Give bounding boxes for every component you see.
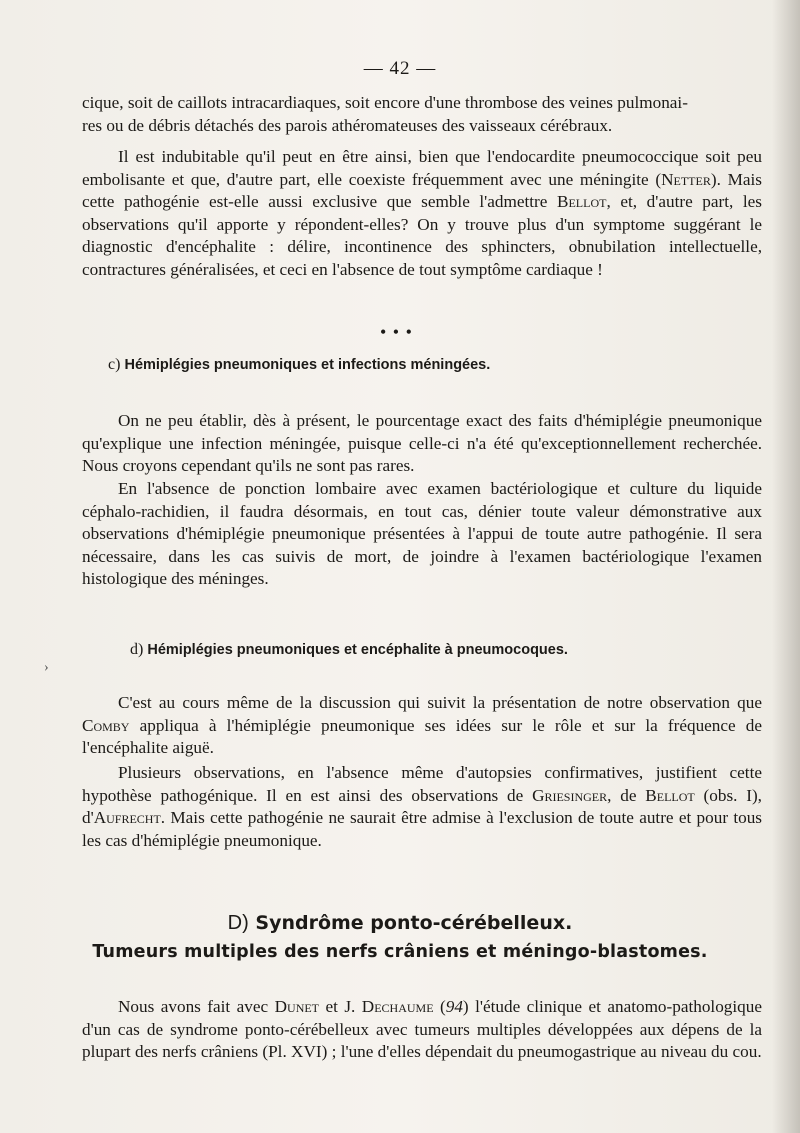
author-name: Bellot bbox=[645, 785, 695, 805]
text-line: cique, soit de caillots intracardiaques, soit encore d'une thrombose des veines pulmonai- bbox=[82, 93, 688, 112]
section-title: Hémiplégies pneumoniques et infections méningées. bbox=[124, 357, 491, 373]
text-run: ( bbox=[433, 997, 446, 1016]
paragraph-endocardite bbox=[82, 146, 762, 282]
author-name: Aufrecht bbox=[93, 808, 161, 828]
paragraph-comby bbox=[82, 692, 762, 760]
text-run: appliqua à l'hémiplégie pneumonique ses idées sur le rôle et sur la fréquence de l'encéphalite aiguë. bbox=[82, 715, 762, 758]
page-edge-shadow bbox=[772, 0, 800, 1133]
text-line: res ou de débris détachés des parois athéromateuses des vaisseaux cérébraux. bbox=[82, 115, 613, 135]
section-title: Hémiplégies pneumoniques et encéphalite à pneumocoques. bbox=[147, 642, 568, 658]
margin-mark: › bbox=[44, 660, 49, 675]
text-run: Plusieurs observations, en l'absence même d'autopsies confirmatives, justifient cette hypothèse pathogénique. Il en est ainsi des observations de bbox=[82, 763, 762, 805]
paragraph-continuation bbox=[82, 92, 762, 137]
text-run: ). Mais cette pathogénie est-elle aussi exclusive que semble l'admettre bbox=[82, 169, 762, 212]
section-title: Syndrôme ponto-cérébelleux. bbox=[255, 912, 573, 934]
text-run: , et, d'autre part, les observations qu'il apporte y répondent-elles? On y trouve plus d'un symptome suggérant le diagnostic d'encéphalite : délire, incontinence des sphincters, obnubilation intellectuelle, contractures généralisées, et ceci en l'absence de tout symptôme cardiaque ! bbox=[82, 192, 762, 279]
text-run: , de bbox=[607, 785, 646, 805]
author-name: Netter bbox=[661, 169, 711, 189]
paragraph-ponto-cerebelleux bbox=[82, 996, 762, 1064]
section-subtitle: Tumeurs multiples des nerfs crâniens et méningo-blastomes. bbox=[92, 942, 708, 962]
text-run: Nous avons fait avec bbox=[118, 997, 275, 1016]
section-separator: • • • bbox=[380, 322, 413, 342]
text-run: (obs. I), d' bbox=[82, 785, 762, 828]
page-number: — 42 — bbox=[363, 58, 437, 79]
text-run: . Mais cette pathogénie ne saurait être admise à l'exclusion de toute autre et pour tous les cas d'hémiplégie pneumonique. bbox=[82, 808, 762, 850]
author-name: Griesinger bbox=[532, 785, 608, 805]
section-letter: D) bbox=[227, 912, 249, 934]
text-run: et J. bbox=[319, 997, 362, 1016]
author-name: Bellot bbox=[557, 192, 607, 212]
section-heading-c bbox=[108, 356, 490, 374]
author-name: Comby bbox=[82, 715, 130, 735]
text-run: Il est indubitable qu'il peut en être ainsi, bien que l'endocardite pneumococcique soit peu embolisante et que, d'autre part, elle coexiste fréquemment avec une méningite ( bbox=[82, 147, 762, 189]
author-name: Dechaume bbox=[361, 997, 434, 1016]
author-name: Dunet bbox=[274, 997, 320, 1016]
section-letter: d) bbox=[130, 641, 144, 658]
paragraph-ponction: En l'absence de ponction lombaire avec examen bactériologique et culture du liquide céphalo-rachidien, il faudra désormais, en tout cas, dénier toute valeur démonstrative aux observations d'hémiplégie pneumonique présentées à l'appui de toute autre pathogénie. Il sera nécessaire, dans les cas suivis de mort, de joindre à l'examen bactériologique l'examen histologique des méninges. bbox=[82, 479, 762, 589]
section-heading-D bbox=[0, 912, 800, 935]
reference-number: 94 bbox=[445, 997, 463, 1016]
paragraph-pourcentage: On ne peu établir, dès à présent, le pourcentage exact des faits d'hémiplégie pneumonique qu'explique une infection méningée, puisque celle-ci n'a été qu'exceptionnellement recherchée. Nous croyons cependant qu'ils ne sont pas rares. bbox=[82, 411, 762, 476]
section-letter: c) bbox=[108, 356, 121, 373]
section-heading-d bbox=[130, 641, 568, 659]
text-run: ) l'étude clinique et anatomo-pathologique d'un cas de syndrome ponto-cérébelleux avec tumeurs multiples développées aux dépens de la plupart des nerfs crâniens (Pl. XVI) ; l'une d'elles dépendait du pneumogastrique au niveau du cou. bbox=[82, 997, 762, 1062]
text-run: C'est au cours même de la discussion qui suivit la présentation de notre observation que bbox=[118, 693, 762, 712]
paragraph-observations bbox=[82, 762, 762, 852]
